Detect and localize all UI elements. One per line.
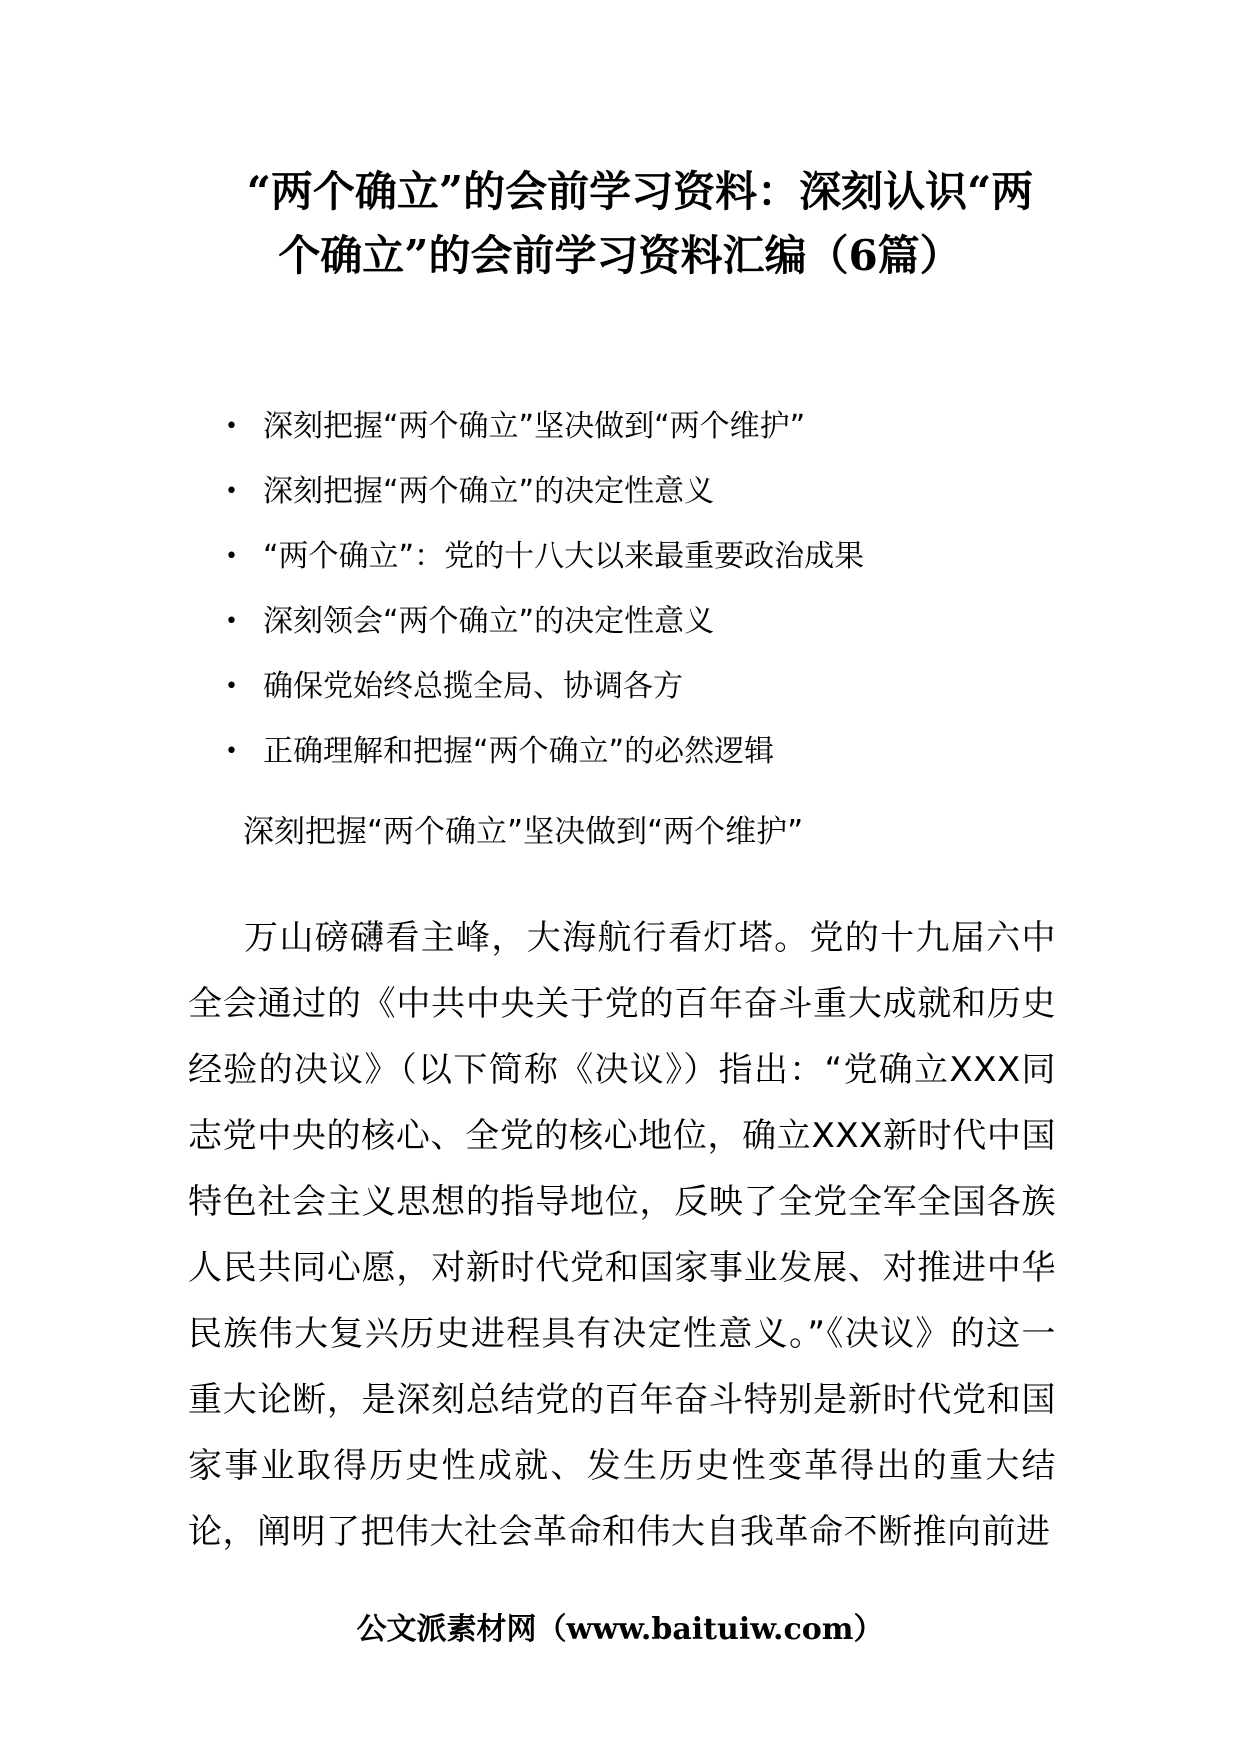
bullet-icon: • — [225, 609, 238, 634]
toc-item[interactable] — [225, 589, 864, 654]
toc-item-label: 深刻领会“两个确立”的决定性意义 — [263, 604, 715, 639]
toc-item-label: 确保党始终总揽全局、协调各方 — [263, 669, 683, 704]
toc-item-label: “两个确立”：党的十八大以来最重要政治成果 — [263, 539, 865, 574]
toc-item[interactable] — [225, 654, 864, 719]
table-of-contents — [225, 394, 864, 784]
bullet-icon: • — [225, 414, 238, 439]
toc-item[interactable] — [225, 459, 864, 524]
toc-item-label: 深刻把握“两个确立”坚决做到“两个维护” — [263, 409, 806, 444]
toc-item[interactable] — [225, 524, 864, 589]
body-paragraph: 万山磅礴看主峰，大海航行看灯塔。党的十九届六中全会通过的《中共中央关于党的百年奋斗重大成就和历史经验的决议》（以下简称《决议》）指出：“党确立XXX同志党中央的核心、全党的核心地位，确立XXX新时代中国特色社会主义思想的指导地位，反映了全党全军全国各族人民共同心愿，对新时代党和国家事业发展、对推进中华民族伟大复兴历史进程具有决定性意义。”《决议》的这一重大论断，是深刻总结党的百年奋斗特别是新时代党和国家事业取得历史性成就、发生历史性变革得出的重大结论，阐明了把伟大社会革命和伟大自我革命不断推向前进 — [188, 918, 1056, 1552]
bullet-icon: • — [225, 544, 238, 569]
toc-item[interactable] — [225, 394, 864, 459]
section-heading: 深刻把握“两个确立”坚决做到“两个维护” — [243, 814, 804, 850]
bullet-icon: • — [225, 674, 238, 699]
bullet-icon: • — [225, 479, 238, 504]
toc-item[interactable] — [225, 719, 864, 784]
bullet-icon: • — [225, 739, 238, 764]
toc-item-label: 正确理解和把握“两个确立”的必然逻辑 — [263, 734, 775, 769]
footer-watermark: 公文派素材网（www.baituiw.com） — [356, 1612, 884, 1647]
toc-item-label: 深刻把握“两个确立”的决定性意义 — [263, 474, 715, 509]
document-title: “两个确立”的会前学习资料：深刻认识“两个确立”的会前学习资料汇编（6篇） — [246, 167, 1034, 280]
